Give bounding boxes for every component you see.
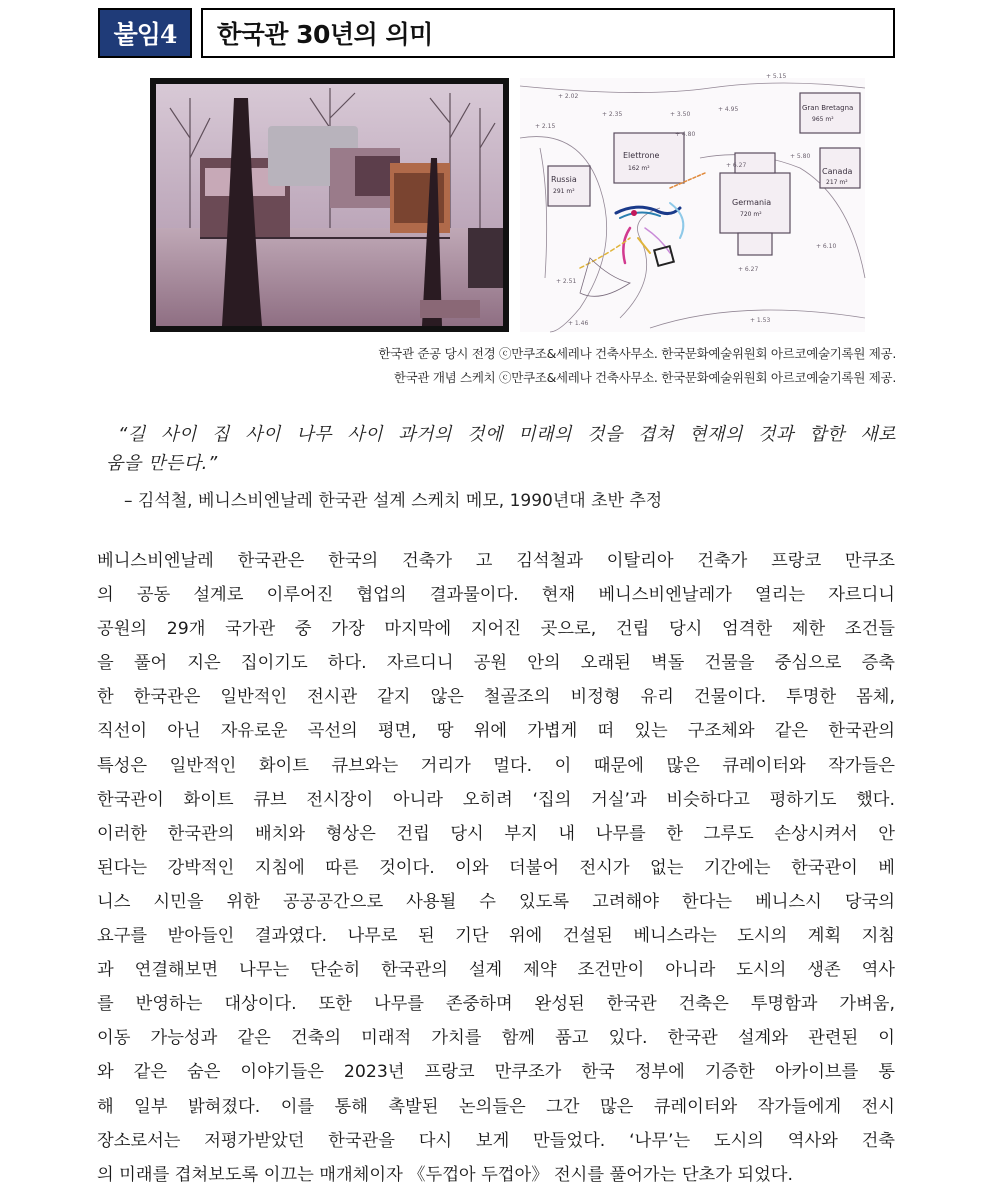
- body-line: 요구를 받아들인 결과였다. 나무로 된 기단 위에 건설된 베니스라는 도시의 계획 지침: [97, 926, 895, 947]
- body-paragraphs: [97, 544, 895, 1192]
- sketch-label-russia: Russia: [551, 175, 577, 184]
- svg-text:+ 2.51: + 2.51: [556, 278, 577, 285]
- sketch-area-germania: 720 m²: [740, 211, 762, 218]
- svg-text:+ 5.80: + 5.80: [790, 153, 811, 160]
- quote-line: 움을 만든다.”: [106, 453, 218, 474]
- body-line: 를 반영하는 대상이다. 또한 나무를 존중하며 완성된 한국관 건축은 투명함과 가벼움,: [97, 994, 895, 1015]
- svg-text:+ 4.80: + 4.80: [675, 131, 696, 138]
- sketch-caption: 한국관 개념 스케치 ⓒ만쿠조&세레나 건축사무소. 한국문화예술위원회 아르코예술기록원 제공.: [393, 370, 896, 385]
- sketch-label-canada: Canada: [822, 167, 853, 176]
- body-line: 베니스비엔날레 한국관은 한국의 건축가 고 김석철과 이탈리아 건축가 프랑코 만쿠조: [97, 551, 895, 571]
- body-line: 한 한국관은 일반적인 전시관 같지 않은 철골조의 비정형 유리 건물이다. 투명한 몸체,: [97, 687, 895, 708]
- sketch-label-germania: Germania: [732, 198, 772, 207]
- photo-caption: 한국관 준공 당시 전경 ⓒ만쿠조&세레나 건축사무소. 한국문화예술위원회 아르코예술기록원 제공.: [378, 346, 896, 361]
- body-line: 과 연결해보면 나무는 단순히 한국관의 설계 제약 조건만이 아니라 도시의 생존 역사: [97, 960, 895, 981]
- sketch-area-canada: 217 m²: [826, 179, 848, 186]
- body-line: 장소로서는 저평가받았던 한국관을 다시 보게 만들었다. ‘나무’는 도시의 역사와 건축: [97, 1130, 895, 1151]
- attachment-badge: 붙임4: [98, 8, 192, 58]
- sketch-area-elettrone: 162 m²: [628, 165, 650, 172]
- sketch-area-russia: 291 m²: [553, 188, 575, 195]
- body-line: 한국관이 화이트 큐브 전시장이 아니라 오히려 ‘집의 거실’과 비슷하다고 평하기도 했다.: [97, 789, 895, 810]
- body-line: 와 같은 숨은 이야기들은 2023년 프랑코 만쿠조가 한국 정부에 기증한 아카이브를 통: [97, 1062, 895, 1083]
- svg-text:+ 2.02: + 2.02: [558, 93, 579, 100]
- body-line: 특성은 일반적인 화이트 큐브와는 거리가 멀다. 이 때문에 많은 큐레이터와 작가들은: [97, 755, 895, 776]
- svg-text:+ 4.95: + 4.95: [718, 106, 739, 113]
- pavilion-photo: [150, 78, 509, 332]
- sketch-label-gran-bretagna: Gran Bretagna: [802, 104, 854, 112]
- svg-text:+ 2.15: + 2.15: [535, 123, 556, 130]
- svg-text:+ 3.50: + 3.50: [670, 111, 691, 118]
- pavilion-photo-illustration: [150, 78, 509, 332]
- concept-sketch-illustration: [520, 73, 865, 332]
- section-header: [98, 8, 895, 58]
- concept-sketch: [520, 73, 865, 332]
- svg-text:+ 2.35: + 2.35: [602, 111, 623, 118]
- body-line: 직선이 아닌 자유로운 곡선의 평면, 땅 위에 가볍게 떠 있는 구조체와 같은 한국관의: [97, 721, 895, 742]
- sketch-area-gran-bretagna: 965 m²: [812, 116, 834, 123]
- svg-text:+ 6.10: + 6.10: [816, 243, 837, 250]
- body-line: 니스 시민을 위한 공공공간으로 사용될 수 있도록 고려해야 한다는 베니스시 당국의: [97, 891, 895, 912]
- svg-text:+ 5.15: + 5.15: [766, 73, 787, 80]
- svg-text:+ 6.27: + 6.27: [726, 162, 747, 169]
- section-title: 한국관 30년의 의미: [201, 8, 895, 58]
- body-line: 을 풀어 지은 집이기도 하다. 자르디니 공원 안의 오래된 벽돌 건물을 중심으로 증축: [97, 653, 895, 674]
- quote-line: “길 사이 집 사이 나무 사이 과거의 것에 미래의 것을 겹쳐 현재의 것과 합한 새로: [118, 424, 896, 445]
- body-line: 된다는 강박적인 지침에 따른 것이다. 이와 더불어 전시가 없는 기간에는 한국관이 베: [97, 857, 895, 878]
- body-line: 이러한 한국관의 배치와 형상은 건립 당시 부지 내 나무를 한 그루도 손상시켜서 안: [97, 823, 895, 844]
- body-line: 의 미래를 겹쳐보도록 이끄는 매개체이자 《두껍아 두껍아》 전시를 풀어가는 단초가 되었다.: [97, 1164, 793, 1185]
- body-line: 이동 가능성과 같은 건축의 미래적 가치를 함께 품고 있다. 한국관 설계와 관련된 이: [97, 1028, 895, 1049]
- body-line: 의 공동 설계로 이루어진 협업의 결과물이다. 현재 베니스비엔날레가 열리는 자르디니: [97, 585, 895, 606]
- sketch-label-elettrone: Elettrone: [623, 151, 660, 160]
- svg-text:+ 1.46: + 1.46: [568, 320, 589, 327]
- body-line: 해 일부 밝혀졌다. 이를 통해 촉발된 논의들은 그간 많은 큐레이터와 작가들에게 전시: [97, 1096, 895, 1117]
- svg-text:+ 6.27: + 6.27: [738, 266, 759, 273]
- body-line: 공원의 29개 국가관 중 가장 마지막에 지어진 곳으로, 건립 당시 엄격한 제한 조건들: [97, 619, 895, 640]
- epigraph-quote: [106, 420, 896, 478]
- quote-attribution: – 김석철, 베니스비엔날레 한국관 설계 스케치 메모, 1990년대 초반 추정: [124, 491, 663, 511]
- svg-text:+ 1.53: + 1.53: [750, 317, 771, 324]
